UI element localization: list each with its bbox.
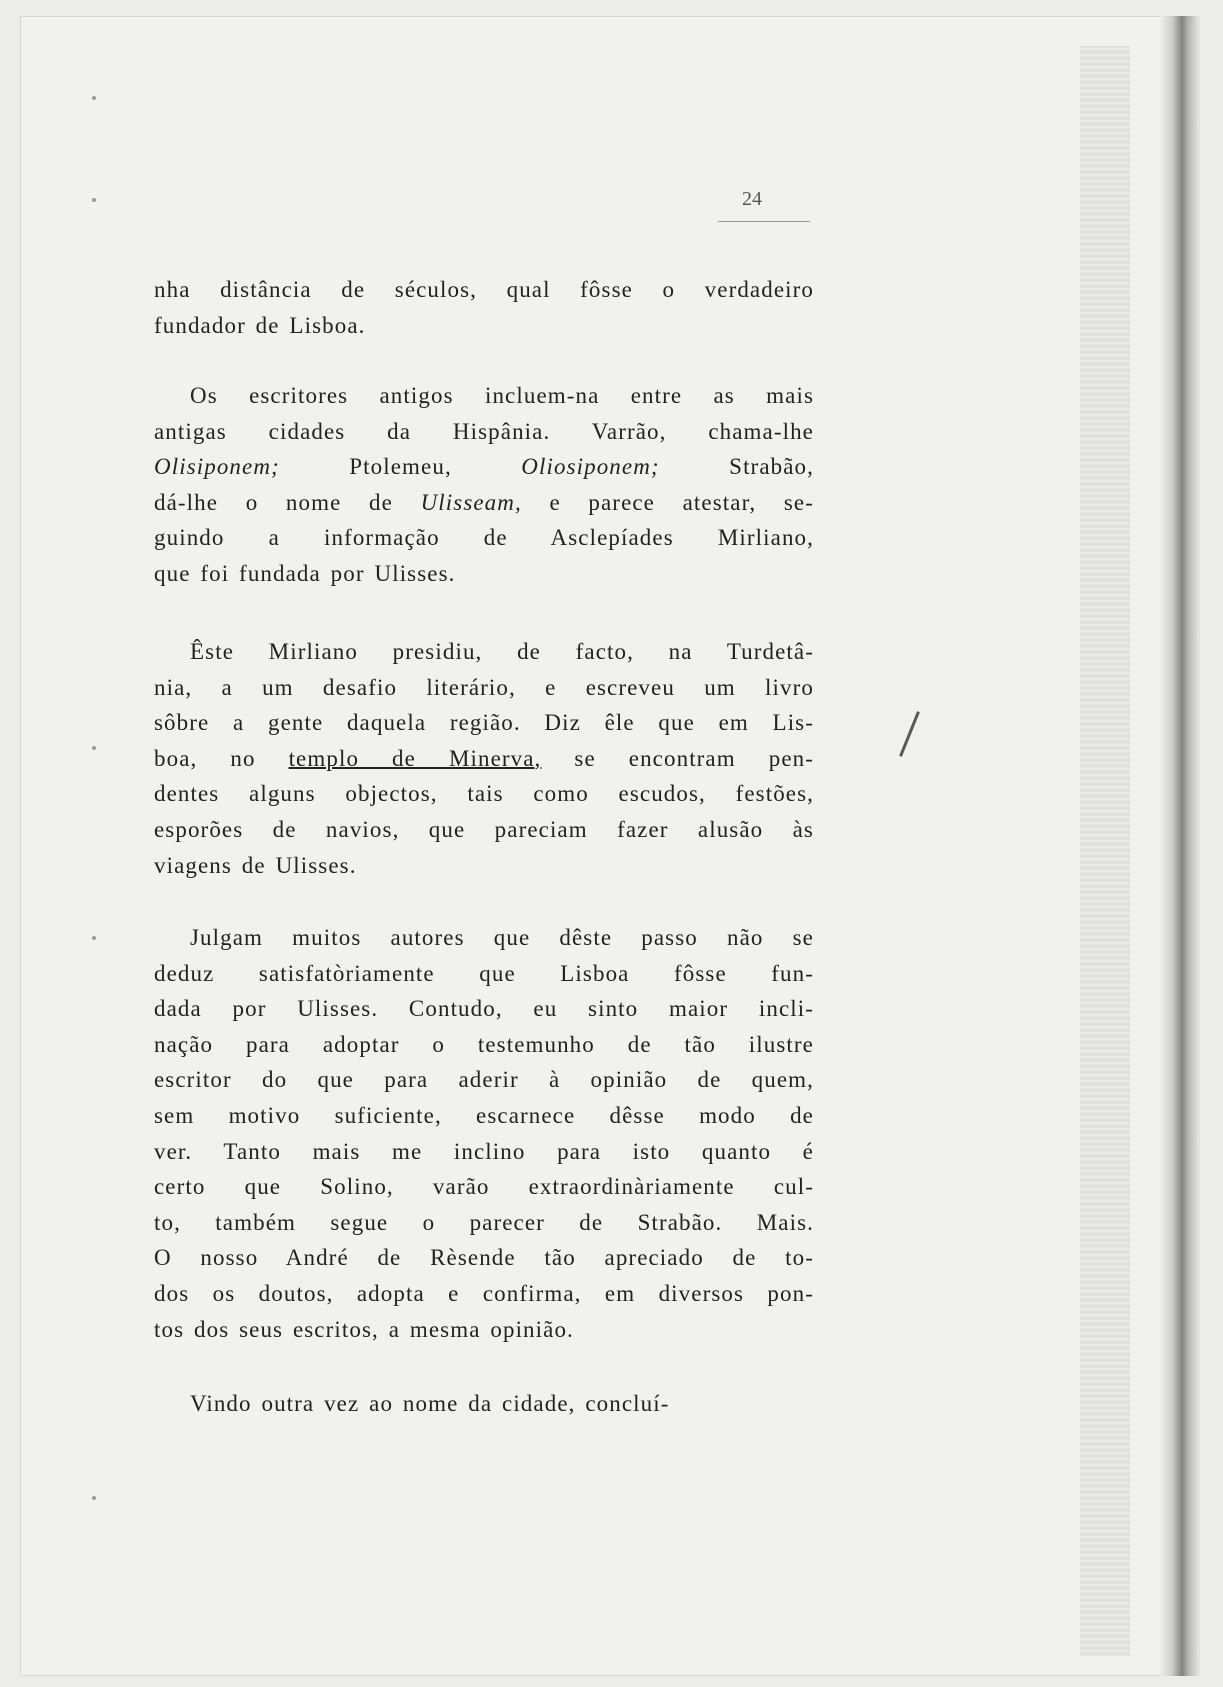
italic-name: Oliosiponem; (521, 454, 660, 480)
punch-hole-mark (92, 198, 96, 202)
text-line: certo que Solino, varão extraordinàriamente cul- (154, 1174, 814, 1200)
text-line: nação para adoptar o testemunho de tão ilustre (154, 1031, 814, 1057)
text-line: escritor do que para aderir à opinião de quem, (154, 1067, 814, 1093)
text-line: viagens de Ulisses. (154, 852, 357, 878)
punch-hole-mark (92, 746, 96, 750)
page-number-rule (718, 221, 810, 222)
text-line-italic-names (154, 485, 814, 521)
paragraph-5 (154, 1386, 814, 1422)
punch-hole-mark (92, 936, 96, 940)
text-line: Julgam muitos autores que dêste passo não se (190, 925, 814, 950)
text-line: dos os doutos, adopta e confirma, em diversos pon- (154, 1280, 814, 1306)
text-line: esporões de navios, que pareciam fazer alusão às (154, 816, 814, 842)
text-fragment: Ptolemeu, (349, 454, 452, 480)
italic-name: Olisiponem; (154, 454, 280, 480)
italic-name: Ulisseam, (420, 489, 522, 515)
text-fragment: e parece atestar, se- (549, 489, 814, 515)
text-line: que foi fundada por Ulisses. (154, 560, 456, 586)
text-line: sôbre a gente daquela região. Diz êle que em Lis- (154, 710, 814, 736)
text-line: dentes alguns objectos, tais como escudos, festões, (154, 781, 814, 807)
text-line: tos dos seus escritos, a mesma opinião. (154, 1316, 574, 1342)
text-line: O nosso André de Rèsende tão apreciado de to- (154, 1245, 814, 1271)
text-line: nia, a um desafio literário, e escreveu um livro (154, 674, 814, 700)
text-line: Os escritores antigos incluem-na entre as mais (190, 383, 814, 408)
text-line: to, também segue o parecer de Strabão. Mais. (154, 1209, 814, 1235)
text-line: antigas cidades da Hispânia. Varrão, chama-lhe (154, 418, 814, 444)
punch-hole-mark (92, 1496, 96, 1500)
text-line: deduz satisfatòriamente que Lisboa fôsse fun- (154, 960, 814, 986)
text-line: fundador de Lisboa. (154, 312, 366, 338)
page-number: 24 (742, 188, 762, 210)
scan-edge-shadow (1080, 46, 1130, 1656)
text-line-italic-names (154, 449, 814, 485)
text-line: dada por Ulisses. Contudo, eu sinto maior incli- (154, 996, 814, 1022)
text-fragment: Strabão, (729, 454, 814, 480)
text-line: Êste Mirliano presidiu, de facto, na Turdetâ- (190, 639, 814, 664)
punch-hole-mark (92, 96, 96, 100)
paragraph-1 (154, 272, 814, 343)
text-line: nha distância de séculos, qual fôsse o verdadeiro (154, 277, 814, 302)
text-line: guindo a informação de Asclepíades Mirliano, (154, 525, 814, 551)
underlined-phrase: templo de Minerva, (288, 745, 542, 771)
text-line: sem motivo suficiente, escarnece dêsse modo de (154, 1102, 814, 1128)
paragraph-4 (154, 920, 814, 1347)
paragraph-2 (154, 378, 814, 592)
text-line: ver. Tanto mais me inclino para isto quanto é (154, 1138, 814, 1164)
text-fragment: dá-lhe o nome de (154, 489, 393, 515)
text-line-underlined: boa, no templo de Minerva, se encontram pen- (154, 745, 814, 771)
text-line: Vindo outra vez ao nome da cidade, concluí- (190, 1391, 670, 1416)
paragraph-3 (154, 634, 814, 883)
